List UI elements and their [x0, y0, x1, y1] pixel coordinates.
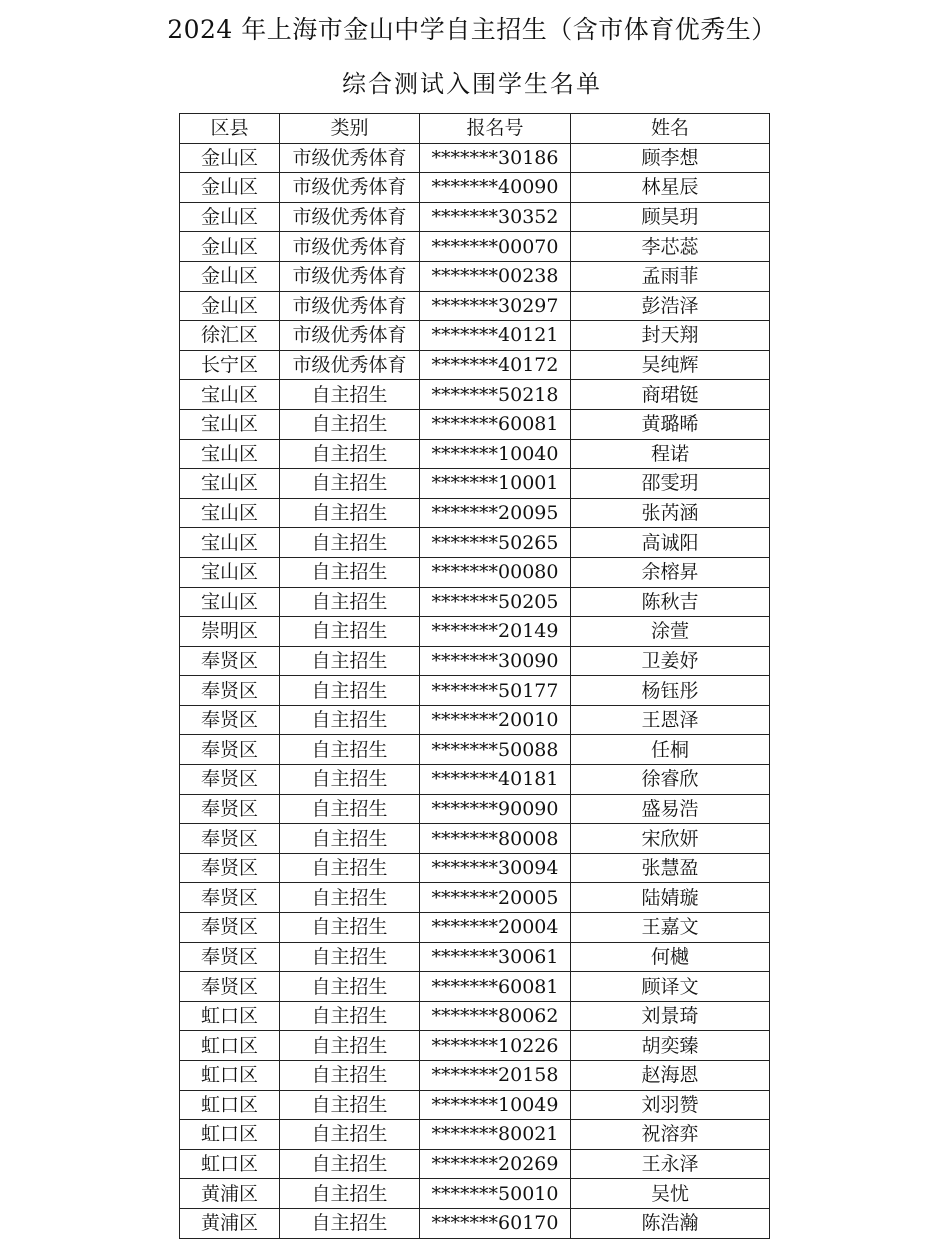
- district-cell: 奉贤区: [180, 705, 280, 735]
- district-cell: 宝山区: [180, 380, 280, 410]
- student-name-cell: 高诚阳: [571, 528, 770, 558]
- district-cell: 金山区: [180, 173, 280, 203]
- registration-number-cell: *******20269: [420, 1149, 571, 1179]
- table-row: [180, 1061, 770, 1091]
- table-row: [180, 794, 770, 824]
- registration-number-cell: *******40090: [420, 173, 571, 203]
- district-cell: 宝山区: [180, 557, 280, 587]
- table-row: [180, 232, 770, 262]
- registration-number-cell: *******80021: [420, 1120, 571, 1150]
- table-row: [180, 291, 770, 321]
- district-cell: 宝山区: [180, 409, 280, 439]
- table-row: [180, 1031, 770, 1061]
- student-name-cell: 吴忧: [571, 1179, 770, 1209]
- student-name-cell: 王嘉文: [571, 913, 770, 943]
- registration-number-cell: *******50177: [420, 676, 571, 706]
- category-cell: 自主招生: [280, 469, 420, 499]
- district-cell: 奉贤区: [180, 942, 280, 972]
- category-cell: 自主招生: [280, 1179, 420, 1209]
- table-header-row: [180, 114, 770, 144]
- category-cell: 自主招生: [280, 528, 420, 558]
- student-name-cell: 陈浩瀚: [571, 1208, 770, 1238]
- district-cell: 奉贤区: [180, 824, 280, 854]
- student-name-cell: 盛易浩: [571, 794, 770, 824]
- table-row: [180, 587, 770, 617]
- registration-number-cell: *******40181: [420, 765, 571, 795]
- registration-number-cell: *******80062: [420, 1001, 571, 1031]
- district-cell: 虹口区: [180, 1120, 280, 1150]
- district-cell: 黄浦区: [180, 1179, 280, 1209]
- student-name-cell: 张慧盈: [571, 853, 770, 883]
- table-row: [180, 1179, 770, 1209]
- category-cell: 自主招生: [280, 1061, 420, 1091]
- student-name-cell: 程诺: [571, 439, 770, 469]
- district-cell: 宝山区: [180, 439, 280, 469]
- student-name-cell: 卫姜妤: [571, 646, 770, 676]
- student-name-cell: 邵雯玥: [571, 469, 770, 499]
- registration-number-cell: *******30297: [420, 291, 571, 321]
- document-subtitle: 综合测试入围学生名单: [342, 70, 602, 98]
- district-cell: 奉贤区: [180, 765, 280, 795]
- table-row: [180, 1001, 770, 1031]
- district-cell: 金山区: [180, 232, 280, 262]
- student-name-cell: 孟雨菲: [571, 261, 770, 291]
- student-name-cell: 祝溶弈: [571, 1120, 770, 1150]
- district-cell: 虹口区: [180, 1061, 280, 1091]
- table-row: [180, 350, 770, 380]
- district-cell: 金山区: [180, 291, 280, 321]
- category-cell: 自主招生: [280, 676, 420, 706]
- table-row: [180, 972, 770, 1002]
- registration-number-cell: *******40121: [420, 321, 571, 351]
- district-cell: 奉贤区: [180, 646, 280, 676]
- registration-number-cell: *******10040: [420, 439, 571, 469]
- registration-number-cell: *******60170: [420, 1208, 571, 1238]
- table-row: [180, 1120, 770, 1150]
- registration-number-cell: *******20010: [420, 705, 571, 735]
- category-cell: 市级优秀体育: [280, 321, 420, 351]
- district-cell: 崇明区: [180, 617, 280, 647]
- category-cell: 自主招生: [280, 765, 420, 795]
- student-name-cell: 刘景琦: [571, 1001, 770, 1031]
- registration-number-cell: *******20158: [420, 1061, 571, 1091]
- table-row: [180, 261, 770, 291]
- district-cell: 奉贤区: [180, 883, 280, 913]
- registration-number-cell: *******50205: [420, 587, 571, 617]
- registration-number-cell: *******60081: [420, 972, 571, 1002]
- registration-number-cell: *******20005: [420, 883, 571, 913]
- table-row: [180, 1090, 770, 1120]
- student-name-cell: 封天翔: [571, 321, 770, 351]
- table-row: [180, 676, 770, 706]
- table-row: [180, 498, 770, 528]
- category-cell: 自主招生: [280, 498, 420, 528]
- category-cell: 自主招生: [280, 942, 420, 972]
- district-cell: 金山区: [180, 143, 280, 173]
- table-row: [180, 883, 770, 913]
- student-name-cell: 彭浩泽: [571, 291, 770, 321]
- student-name-cell: 涂萱: [571, 617, 770, 647]
- student-name-cell: 王恩泽: [571, 705, 770, 735]
- category-cell: 市级优秀体育: [280, 202, 420, 232]
- category-cell: 自主招生: [280, 794, 420, 824]
- category-cell: 市级优秀体育: [280, 232, 420, 262]
- table-row: [180, 409, 770, 439]
- registration-number-cell: *******00070: [420, 232, 571, 262]
- student-name-cell: 顾李想: [571, 143, 770, 173]
- registration-number-cell: *******30090: [420, 646, 571, 676]
- student-name-cell: 陆婧璇: [571, 883, 770, 913]
- registration-number-cell: *******10001: [420, 469, 571, 499]
- student-name-cell: 杨钰彤: [571, 676, 770, 706]
- table-row: [180, 853, 770, 883]
- registration-number-cell: *******50218: [420, 380, 571, 410]
- table-row: [180, 557, 770, 587]
- category-cell: 自主招生: [280, 705, 420, 735]
- document-title: 2024 年上海市金山中学自主招生（含市体育优秀生）: [167, 15, 777, 44]
- district-cell: 虹口区: [180, 1031, 280, 1061]
- student-name-cell: 商珺铤: [571, 380, 770, 410]
- table-row: [180, 735, 770, 765]
- table-row: [180, 617, 770, 647]
- category-cell: 自主招生: [280, 913, 420, 943]
- category-cell: 自主招生: [280, 735, 420, 765]
- district-cell: 金山区: [180, 202, 280, 232]
- category-cell: 自主招生: [280, 1090, 420, 1120]
- category-cell: 自主招生: [280, 972, 420, 1002]
- student-name-cell: 宋欣妍: [571, 824, 770, 854]
- district-cell: 宝山区: [180, 469, 280, 499]
- table-body: [180, 143, 770, 1238]
- table-row: [180, 202, 770, 232]
- student-name-cell: 刘羽赞: [571, 1090, 770, 1120]
- registration-number-cell: *******30061: [420, 942, 571, 972]
- category-cell: 自主招生: [280, 824, 420, 854]
- category-cell: 自主招生: [280, 1120, 420, 1150]
- registration-number-cell: *******50088: [420, 735, 571, 765]
- table-row: [180, 173, 770, 203]
- student-name-cell: 徐睿欣: [571, 765, 770, 795]
- student-roster-table: [179, 113, 770, 1239]
- table-row: [180, 1149, 770, 1179]
- district-cell: 金山区: [180, 261, 280, 291]
- registration-number-cell: *******20095: [420, 498, 571, 528]
- category-cell: 市级优秀体育: [280, 143, 420, 173]
- category-cell: 自主招生: [280, 409, 420, 439]
- district-cell: 虹口区: [180, 1090, 280, 1120]
- category-cell: 自主招生: [280, 1149, 420, 1179]
- category-cell: 市级优秀体育: [280, 261, 420, 291]
- student-name-cell: 吴纯辉: [571, 350, 770, 380]
- district-cell: 黄浦区: [180, 1208, 280, 1238]
- district-cell: 奉贤区: [180, 735, 280, 765]
- student-name-cell: 任桐: [571, 735, 770, 765]
- registration-number-cell: *******10049: [420, 1090, 571, 1120]
- registration-number-cell: *******80008: [420, 824, 571, 854]
- header-registration-number: 报名号: [420, 114, 571, 144]
- student-name-cell: 余榕昇: [571, 557, 770, 587]
- table-row: [180, 942, 770, 972]
- category-cell: 自主招生: [280, 1208, 420, 1238]
- table-row: [180, 1208, 770, 1238]
- category-cell: 自主招生: [280, 1031, 420, 1061]
- category-cell: 自主招生: [280, 557, 420, 587]
- district-cell: 虹口区: [180, 1001, 280, 1031]
- district-cell: 徐汇区: [180, 321, 280, 351]
- registration-number-cell: *******30094: [420, 853, 571, 883]
- registration-number-cell: *******50265: [420, 528, 571, 558]
- student-name-cell: 陈秋吉: [571, 587, 770, 617]
- header-category: 类别: [280, 114, 420, 144]
- table-row: [180, 824, 770, 854]
- table-row: [180, 380, 770, 410]
- category-cell: 自主招生: [280, 1001, 420, 1031]
- table-row: [180, 321, 770, 351]
- district-cell: 奉贤区: [180, 676, 280, 706]
- table-row: [180, 469, 770, 499]
- category-cell: 市级优秀体育: [280, 350, 420, 380]
- district-cell: 虹口区: [180, 1149, 280, 1179]
- category-cell: 市级优秀体育: [280, 291, 420, 321]
- table-row: [180, 439, 770, 469]
- category-cell: 自主招生: [280, 439, 420, 469]
- district-cell: 宝山区: [180, 528, 280, 558]
- student-name-cell: 张芮涵: [571, 498, 770, 528]
- student-name-cell: 何樾: [571, 942, 770, 972]
- registration-number-cell: *******00080: [420, 557, 571, 587]
- category-cell: 市级优秀体育: [280, 173, 420, 203]
- category-cell: 自主招生: [280, 883, 420, 913]
- category-cell: 自主招生: [280, 646, 420, 676]
- district-cell: 奉贤区: [180, 794, 280, 824]
- district-cell: 奉贤区: [180, 913, 280, 943]
- district-cell: 奉贤区: [180, 972, 280, 1002]
- registration-number-cell: *******60081: [420, 409, 571, 439]
- student-name-cell: 顾译文: [571, 972, 770, 1002]
- registration-number-cell: *******20149: [420, 617, 571, 647]
- table-row: [180, 528, 770, 558]
- header-student-name: 姓名: [571, 114, 770, 144]
- table-row: [180, 646, 770, 676]
- category-cell: 自主招生: [280, 617, 420, 647]
- registration-number-cell: *******00238: [420, 261, 571, 291]
- table-row: [180, 913, 770, 943]
- student-name-cell: 赵海恩: [571, 1061, 770, 1091]
- category-cell: 自主招生: [280, 853, 420, 883]
- registration-number-cell: *******30352: [420, 202, 571, 232]
- district-cell: 长宁区: [180, 350, 280, 380]
- table-row: [180, 765, 770, 795]
- registration-number-cell: *******40172: [420, 350, 571, 380]
- student-name-cell: 黄璐晞: [571, 409, 770, 439]
- header-district: 区县: [180, 114, 280, 144]
- student-name-cell: 胡奕臻: [571, 1031, 770, 1061]
- registration-number-cell: *******30186: [420, 143, 571, 173]
- district-cell: 奉贤区: [180, 853, 280, 883]
- registration-number-cell: *******20004: [420, 913, 571, 943]
- category-cell: 自主招生: [280, 587, 420, 617]
- student-name-cell: 李芯蕊: [571, 232, 770, 262]
- district-cell: 宝山区: [180, 587, 280, 617]
- student-name-cell: 王永泽: [571, 1149, 770, 1179]
- student-name-cell: 顾昊玥: [571, 202, 770, 232]
- district-cell: 宝山区: [180, 498, 280, 528]
- registration-number-cell: *******90090: [420, 794, 571, 824]
- table-row: [180, 705, 770, 735]
- registration-number-cell: *******50010: [420, 1179, 571, 1209]
- table-row: [180, 143, 770, 173]
- category-cell: 自主招生: [280, 380, 420, 410]
- registration-number-cell: *******10226: [420, 1031, 571, 1061]
- student-name-cell: 林星辰: [571, 173, 770, 203]
